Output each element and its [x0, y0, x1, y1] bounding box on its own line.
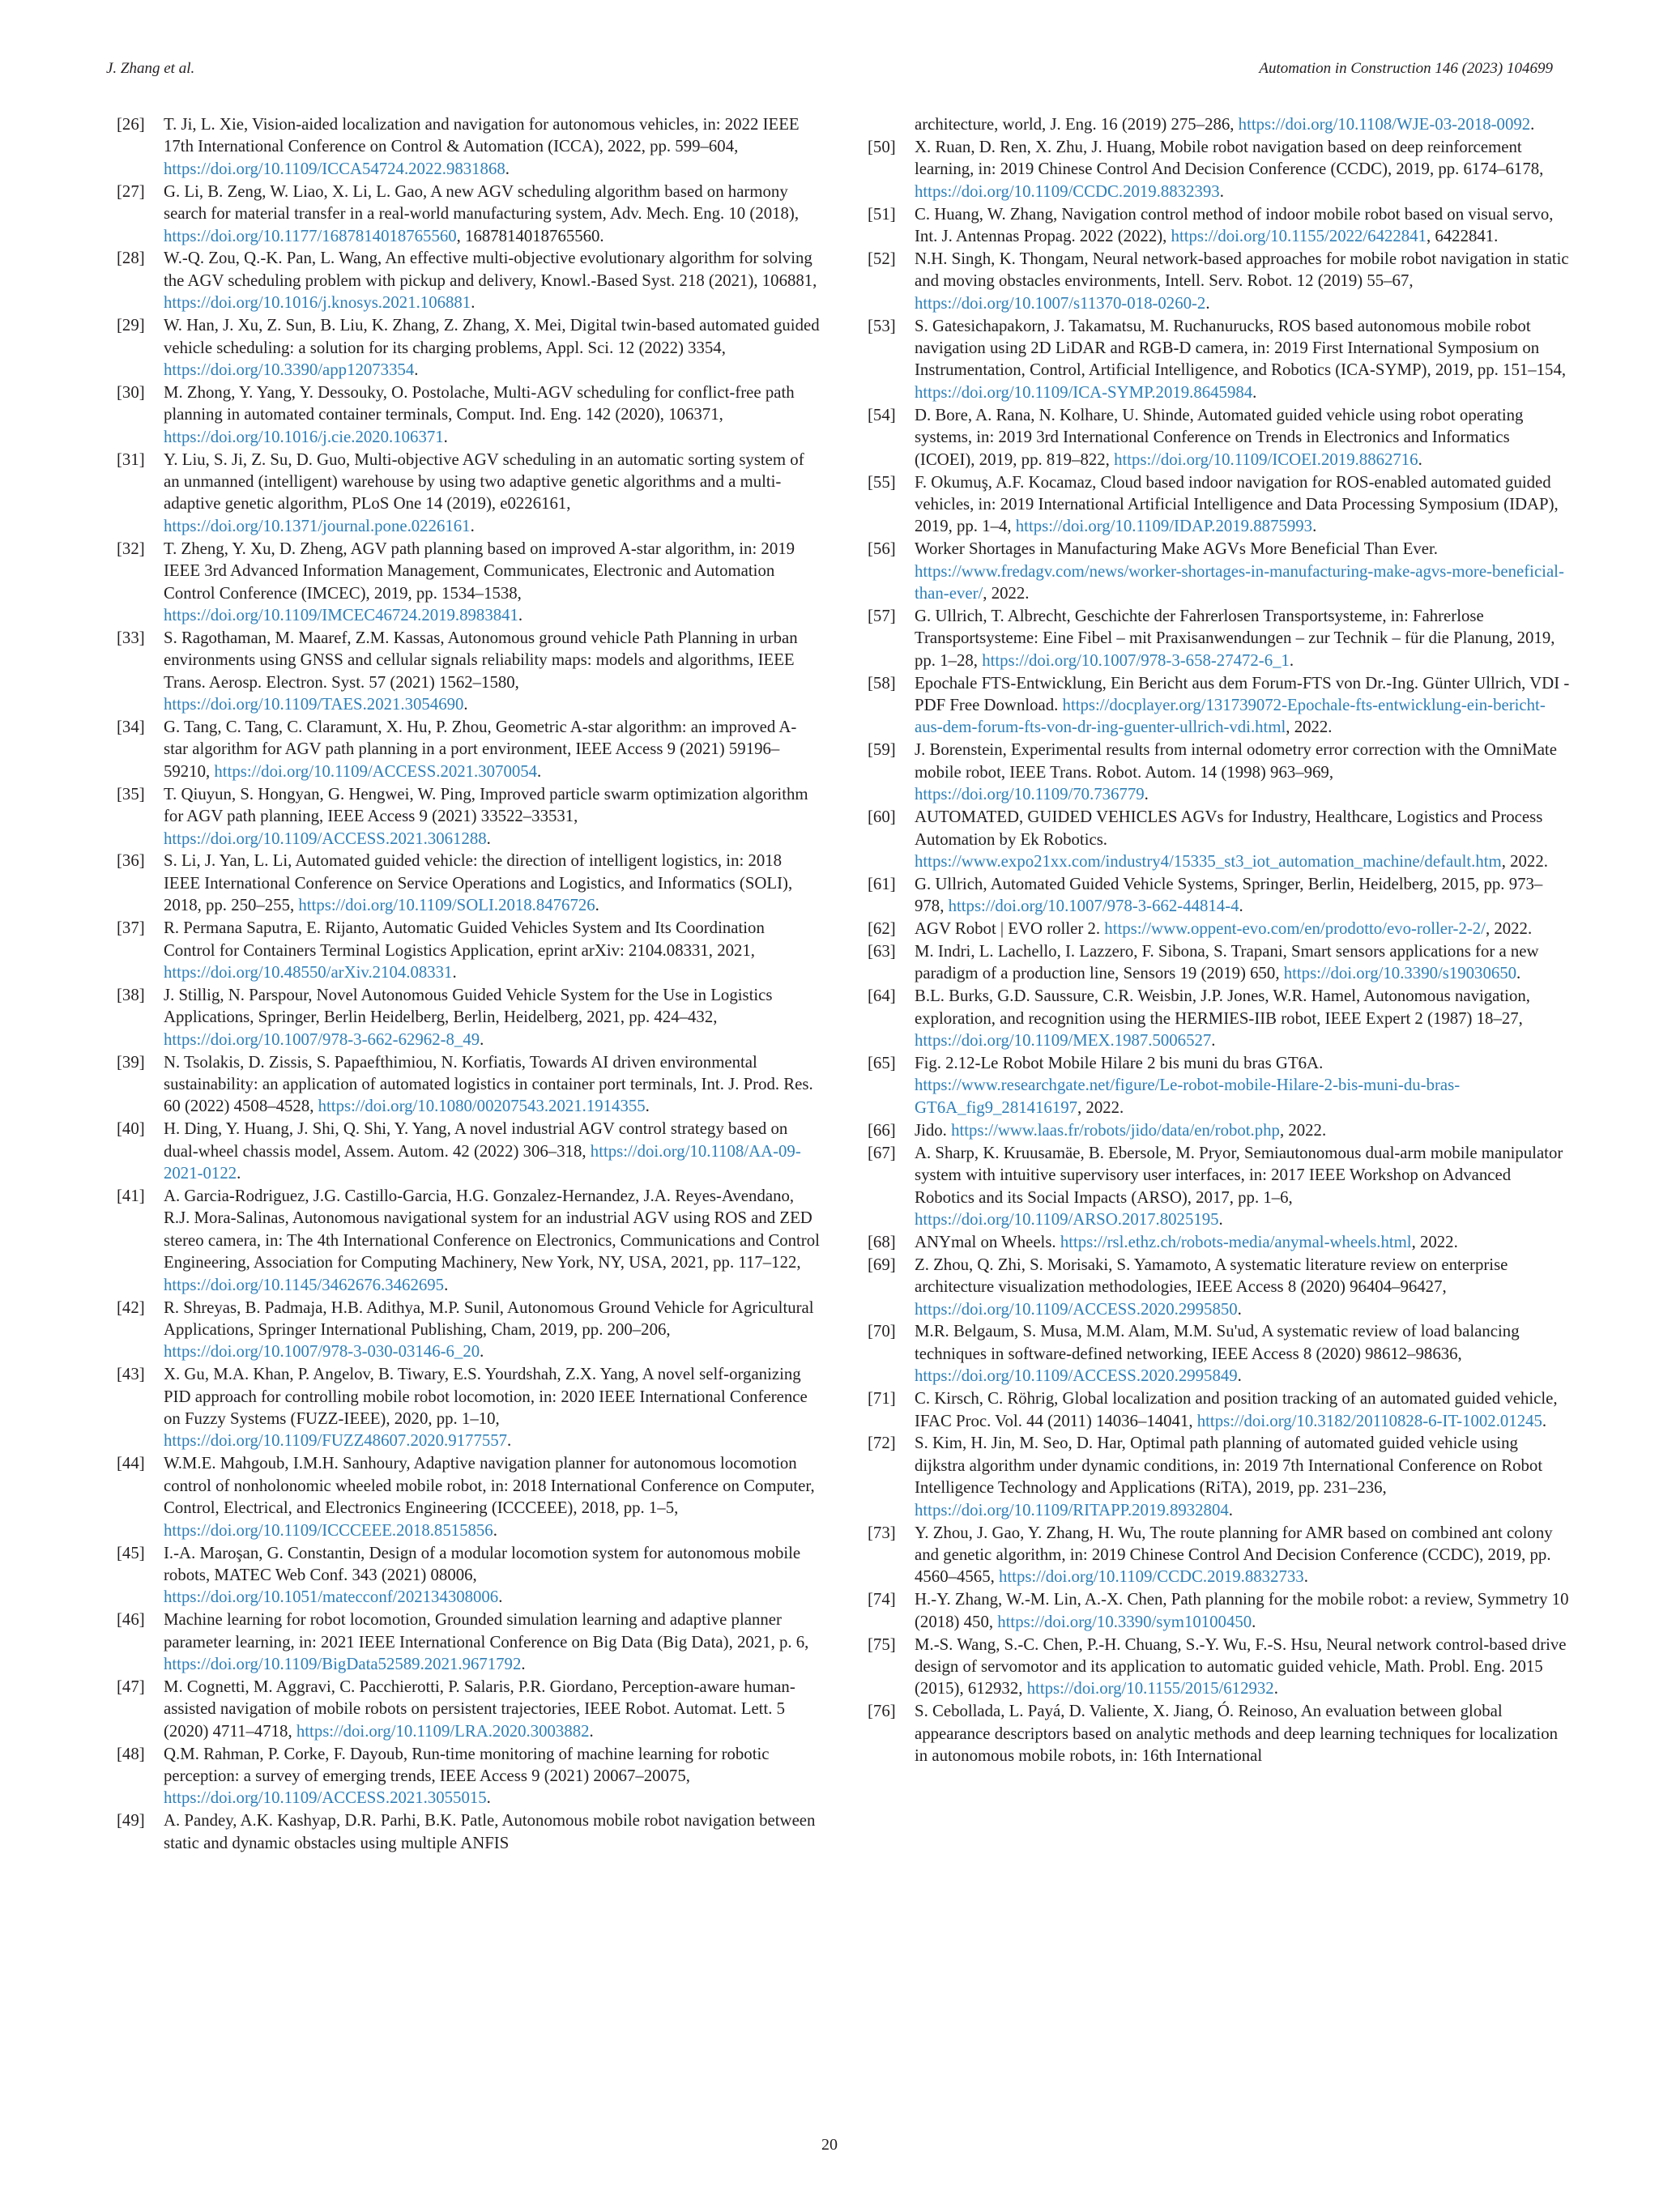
reference-tail: .: [1289, 650, 1294, 670]
reference-entry: [868, 873, 1571, 918]
reference-number: [75]: [868, 1634, 896, 1654]
reference-entry: [868, 1634, 1571, 1700]
reference-entry: [868, 1432, 1571, 1521]
reference-text: M.R. Belgaum, S. Musa, M.M. Alam, M.M. Su'ud, A systematic review of load balancing techniques in software-defined networking, IEEE Access 8 (2020) 98612–98636,: [915, 1322, 1520, 1363]
reference-doi-link[interactable]: https://doi.org/10.1109/IDAP.2019.8875993: [1015, 517, 1313, 536]
reference-text: B.L. Burks, G.D. Saussure, C.R. Weisbin, J.P. Jones, W.R. Hamel, Autonomous navigation, exploration, and recognition using the HERMIES-IIB robot, IEEE Expert 2 (1987) 18–27,: [915, 987, 1530, 1028]
reference-number: [48]: [117, 1744, 145, 1763]
reference-text: S. Cebollada, L. Payá, D. Valiente, X. Jiang, Ó. Reinoso, An evaluation between global appearance descriptors based on analytic methods and deep learning techniques for localization in autonomous mobile robots, in: 16th International: [915, 1702, 1559, 1766]
reference-doi-link[interactable]: https://doi.org/10.1155/2015/612932: [1026, 1679, 1274, 1698]
reference-text: F. Okumuş, A.F. Kocamaz, Cloud based indoor navigation for ROS-enabled automated guided vehicles, in: 2019 International Artificial Intelligence and Data Processing Symposium (IDAP), 2019, pp. 1–4,: [915, 472, 1559, 536]
reference-text: H. Ding, Y. Huang, J. Shi, Q. Shi, Y. Yang, A novel industrial AGV control strategy based on dual-wheel chassis model, Assem. Autom. 42 (2022) 306–318,: [164, 1119, 788, 1161]
reference-number: [63]: [868, 942, 896, 961]
reference-tail: .: [521, 1655, 526, 1674]
reference-doi-link[interactable]: https://www.oppent-evo.com/en/prodotto/evo-roller-2-2/: [1104, 919, 1486, 939]
reference-doi-link[interactable]: https://doi.org/10.1016/j.cie.2020.106371: [164, 427, 444, 446]
reference-doi-link[interactable]: https://doi.org/10.1177/1687814018765560: [164, 226, 457, 245]
reference-text: Y. Zhou, J. Gao, Y. Zhang, H. Wu, The route planning for AMR based on combined ant colony and genetic algorithm, in: 2019 Chinese Control And Decision Conference (CCDC), 2019, pp. 4560–4565,: [915, 1523, 1553, 1587]
reference-text: Jido.: [915, 1120, 952, 1140]
reference-number: [26]: [117, 115, 145, 134]
reference-doi-link[interactable]: https://doi.org/10.1109/TAES.2021.3054690: [164, 695, 464, 714]
reference-entry: [117, 783, 820, 850]
reference-doi-link[interactable]: https://doi.org/10.1109/MEX.1987.5006527: [915, 1031, 1212, 1051]
reference-doi-link[interactable]: https://doi.org/10.3182/20110828-6-IT-1002.01245: [1196, 1411, 1542, 1430]
reference-tail: , 2022.: [1279, 1120, 1327, 1140]
reference-tail: , 2022.: [983, 584, 1030, 603]
reference-entry: [117, 1051, 820, 1118]
reference-text: X. Gu, M.A. Khan, P. Angelov, B. Tiwary, E.S. Yourdshah, Z.X. Yang, A novel self-organizing PID approach for controlling mobile robot locomotion, in: 2020 IEEE International Conference on Fuzzy Systems (FUZZ-IEEE), 2020, pp. 1–10,: [164, 1365, 808, 1429]
reference-doi-link[interactable]: https://rsl.ethz.ch/robots-media/anymal-wheels.html: [1060, 1232, 1412, 1251]
running-header: [106, 60, 1553, 78]
reference-tail: .: [1144, 785, 1149, 804]
reference-doi-link[interactable]: https://www.laas.fr/robots/jido/data/en/robot.php: [951, 1120, 1280, 1140]
reference-entry: [868, 471, 1571, 538]
reference-entry: [868, 1522, 1571, 1588]
reference-text: A. Sharp, K. Kruusamäe, B. Ebersole, M. Pryor, Semiautonomous dual-arm mobile manipulator system with intuitive supervisory user interfaces, in: 2017 IEEE Workshop on Advanced Robotics and its Social Impacts (ARSO), 2017, pp. 1–6,: [915, 1143, 1563, 1207]
reference-tail: .: [480, 1029, 484, 1049]
reference-tail: , 2022.: [1286, 718, 1333, 737]
reference-doi-link[interactable]: https://doi.org/10.1109/ARSO.2017.8025195: [915, 1209, 1219, 1229]
reference-entry: [868, 404, 1571, 471]
reference-entry: [117, 181, 820, 247]
reference-doi-link[interactable]: https://doi.org/10.1016/j.knosys.2021.106881: [164, 293, 471, 313]
reference-entry: [117, 1297, 820, 1363]
reference-text: S. Gatesichapakorn, J. Takamatsu, M. Ruchanurucks, ROS based autonomous mobile robot navigation using 2D LiDAR and RGB-D camera, in: 2019 First International Symposium on Instrumentation, Control, Artificial Intelligence, and Robotics (ICA-SYMP), 2019, pp. 151–154,: [915, 316, 1567, 380]
reference-number: [49]: [117, 1811, 145, 1831]
reference-text: N.H. Singh, K. Thongam, Neural network-based approaches for mobile robot navigation in static and moving obstacles environments, Intell. Serv. Robot. 12 (2019) 55–67,: [915, 249, 1569, 291]
reference-text: Machine learning for robot locomotion, Grounded simulation learning and adaptive planner parameter learning, in: 2021 IEEE International Conference on Big Data (Big Data), 2021, p. 6,: [164, 1610, 809, 1652]
reference-tail: .: [1205, 293, 1210, 313]
reference-text: J. Borenstein, Experimental results from internal odometry error correction with the OmniMate mobile robot, IEEE Trans. Robot. Autom. 14 (1998) 963–969,: [915, 740, 1557, 782]
reference-tail: .: [1252, 382, 1257, 402]
reference-number: [59]: [868, 740, 896, 760]
reference-text: W.M.E. Mahgoub, I.M.H. Sanhoury, Adaptive navigation planner for autonomous locomotion control of nonholonomic wheeled mobile robot, in: 2018 International Conference on Computer, Control, Electrical, and Electronics Engineering (ICCCEEE), 2018, pp. 1–5,: [164, 1454, 815, 1518]
reference-doi-link[interactable]: https://doi.org/10.1007/978-3-662-44814-4: [948, 897, 1239, 916]
reference-doi-link[interactable]: https://www.researchgate.net/figure/Le-robot-mobile-Hilare-2-bis-muni-du-bras-GT6A_fig9_281416197: [915, 1076, 1461, 1117]
reference-doi-link[interactable]: https://doi.org/10.1109/ICCCEEE.2018.8515856: [164, 1520, 493, 1540]
reference-tail: .: [1252, 1612, 1256, 1631]
reference-doi-link[interactable]: https://doi.org/10.1108/AA-09-2021-0122: [164, 1141, 801, 1183]
reference-tail: , 1687814018765560.: [456, 226, 604, 245]
reference-number: [71]: [868, 1389, 896, 1409]
references-right-column: [868, 113, 1571, 1767]
reference-number: [41]: [117, 1187, 145, 1205]
reference-doi-link[interactable]: https://doi.org/10.1109/CCDC.2019.8832393: [915, 181, 1220, 201]
reference-text: AGV Robot | EVO roller 2.: [915, 919, 1105, 939]
reference-doi-link[interactable]: https://doi.org/10.1109/SOLI.2018.8476726: [298, 896, 595, 915]
reference-text: Epochale FTS-Entwicklung, Ein Bericht aus dem Forum-FTS von Dr.-Ing. Günter Ullrich, VDI - PDF Free Download.: [915, 673, 1570, 715]
reference-entry: [868, 315, 1571, 404]
reference-number: [47]: [117, 1677, 145, 1696]
reference-entry: [117, 1743, 820, 1809]
reference-text: architecture, world, J. Eng. 16 (2019) 275–286,: [915, 115, 1239, 134]
reference-doi-link[interactable]: https://doi.org/10.1109/ACCESS.2020.2995849: [915, 1366, 1238, 1386]
reference-tail: .: [471, 293, 476, 313]
reference-text: W. Han, J. Xu, Z. Sun, B. Liu, K. Zhang, Z. Zhang, X. Mei, Digital twin-based automated guided vehicle scheduling: a solution for its charging problems, Appl. Sci. 12 (2022) 3354,: [164, 316, 820, 357]
reference-number: [65]: [868, 1054, 896, 1073]
reference-tail: , 2022.: [1411, 1232, 1458, 1251]
reference-text: S. Kim, H. Jin, M. Seo, D. Har, Optimal path planning of automated guided vehicle using dijkstra algorithm under dynamic conditions, in: 2019 7th International Conference on Robot Intelligence Technology and Applications (RiTA), 2019, pp. 231–236,: [915, 1434, 1543, 1498]
reference-entry: [868, 1588, 1571, 1633]
reference-number: [32]: [117, 539, 145, 558]
reference-tail: .: [470, 516, 475, 535]
reference-text: D. Bore, A. Rana, N. Kolhare, U. Shinde, Automated guided vehicle using robot operating systems, in: 2019 3rd International Conference on Trends in Electronics and Informatics (ICOEI), 2019, pp. 819–822,: [915, 405, 1524, 469]
reference-tail: .: [486, 829, 491, 848]
reference-entry: [117, 381, 820, 448]
reference-entry: [117, 850, 820, 916]
reference-entry: [868, 203, 1571, 248]
reference-doi-link[interactable]: https://doi.org/10.1109/RITAPP.2019.8932804: [915, 1500, 1229, 1519]
reference-number: [62]: [868, 919, 896, 939]
reference-doi-link[interactable]: https://doi.org/10.1109/70.736779: [915, 785, 1145, 804]
reference-number: [58]: [868, 673, 896, 693]
reference-entry: [117, 1809, 820, 1854]
reference-tail: .: [1530, 115, 1535, 134]
reference-number: [50]: [868, 137, 896, 156]
reference-entry: [868, 1320, 1571, 1387]
reference-entry: [117, 1118, 820, 1184]
reference-doi-link[interactable]: https://doi.org/10.48550/arXiv.2104.08331: [164, 962, 453, 982]
reference-doi-link[interactable]: https://doi.org/10.1109/LRA.2020.3003882: [296, 1721, 590, 1741]
reference-doi-link[interactable]: https://www.fredagv.com/news/worker-shortages-in-manufacturing-make-agvs-more-beneficial-than-ever/: [915, 561, 1564, 603]
reference-number: [61]: [868, 874, 896, 893]
reference-number: [70]: [868, 1322, 896, 1341]
reference-entry: [117, 1185, 820, 1296]
reference-number: [35]: [117, 784, 145, 803]
reference-number: [66]: [868, 1120, 896, 1140]
reference-doi-link[interactable]: https://doi.org/10.1109/ICOEI.2019.8862716: [1114, 450, 1418, 469]
reference-text: AUTOMATED, GUIDED VEHICLES AGVs for Industry, Healthcare, Logistics and Process Automation by Ek Robotics.: [915, 808, 1543, 849]
reference-doi-link[interactable]: https://doi.org/10.1007/978-3-662-62962-8_49: [164, 1029, 480, 1049]
reference-tail: .: [480, 1342, 484, 1362]
reference-doi-link[interactable]: https://doi.org/10.1109/ACCESS.2021.3061288: [164, 829, 487, 848]
reference-entry: [117, 1452, 820, 1541]
reference-doi-link[interactable]: https://doi.org/10.1109/FUZZ48607.2020.9177557: [164, 1431, 508, 1451]
reference-doi-link[interactable]: https://www.expo21xx.com/industry4/15335_st3_iot_automation_machine/default.htm: [915, 851, 1502, 871]
reference-text: W.-Q. Zou, Q.-K. Pan, L. Wang, An effective multi-objective evolutionary algorithm for solving the AGV scheduling problem with pickup and delivery, Knowl.-Based Syst. 218 (2021), 106881,: [164, 249, 817, 290]
reference-doi-link[interactable]: https://doi.org/10.1109/IMCEC46724.2019.8983841: [164, 605, 518, 624]
reference-tail: , 6422841.: [1426, 227, 1499, 246]
reference-doi-link[interactable]: https://doi.org/10.1051/matecconf/202134308006: [164, 1588, 499, 1607]
reference-text: M. Zhong, Y. Yang, Y. Dessouky, O. Postolache, Multi-AGV scheduling for conflict-free path planning in automated container terminals, Comput. Ind. Eng. 142 (2020), 106371,: [164, 382, 795, 424]
reference-doi-link[interactable]: https://doi.org/10.1155/2022/6422841: [1171, 227, 1427, 246]
reference-text: ANYmal on Wheels.: [915, 1232, 1060, 1251]
reference-text: S. Li, J. Yan, L. Li, Automated guided vehicle: the direction of intelligent logistics, in: 2018 IEEE International Conference on Service Operations and Logistics, and Informatics (SOLI), 2018, pp. 250–255,: [164, 851, 793, 915]
reference-doi-link[interactable]: https://doi.org/10.1108/WJE-03-2018-0092: [1238, 115, 1531, 134]
reference-number: [28]: [117, 249, 145, 268]
reference-text: C. Kirsch, C. Röhrig, Global localization and position tracking of an automated guided vehicle, IFAC Proc. Vol. 44 (2011) 14036–14041,: [915, 1389, 1558, 1430]
reference-doi-link[interactable]: https://doi.org/10.3390/sym10100450: [997, 1612, 1252, 1631]
reference-number: [45]: [117, 1543, 145, 1562]
reference-entry: [868, 806, 1571, 872]
reference-tail: .: [493, 1520, 497, 1540]
reference-tail: .: [237, 1164, 241, 1183]
reference-text: G. Tang, C. Tang, C. Claramunt, X. Hu, P. Zhou, Geometric A-star algorithm: an improved A-star algorithm for AGV path planning in a port environment, IEEE Access 9 (2021) 59196–59210,: [164, 717, 797, 781]
reference-text: X. Ruan, D. Ren, X. Zhu, J. Huang, Mobile robot navigation based on deep reinforcement learning, in: 2019 Chinese Control And Decision Conference (CCDC), 2019, pp. 6174–6178,: [915, 137, 1544, 179]
reference-entry: [117, 538, 820, 627]
reference-tail: , 2022.: [1485, 919, 1533, 939]
reference-text: Fig. 2.12-Le Robot Mobile Hilare 2 bis muni du bras GT6A.: [915, 1054, 1324, 1073]
reference-text: M. Indri, L. Lachello, I. Lazzero, F. Sibona, S. Trapani, Smart sensors applications for a new paradigm of a production line, Sensors 19 (2019) 650,: [915, 942, 1539, 983]
reference-tail: .: [444, 1275, 449, 1294]
reference-doi-link[interactable]: https://doi.org/10.1109/ACCESS.2020.2995850: [915, 1299, 1238, 1319]
reference-number: [51]: [868, 204, 896, 224]
reference-doi-link[interactable]: https://doi.org/10.1109/BigData52589.2021.9671792: [164, 1655, 522, 1674]
reference-doi-link[interactable]: https://doi.org/10.1007/978-3-030-03146-6_20: [164, 1342, 480, 1362]
reference-text: Z. Zhou, Q. Zhi, S. Morisaki, S. Yamamoto, A systematic literature review on enterprise architecture visualization methodologies, IEEE Access 8 (2020) 96404–96427,: [915, 1255, 1508, 1297]
reference-text: S. Ragothaman, M. Maaref, Z.M. Kassas, Autonomous ground vehicle Path Planning in urban environments using GNSS and cellular signals reliability maps: models and algorithms, IEEE Trans. Aerosp. Electron. Syst. 57 (2021) 1562–1580,: [164, 628, 798, 692]
reference-number: [31]: [117, 450, 145, 469]
reference-number: [68]: [868, 1232, 896, 1251]
reference-entry: [868, 672, 1571, 739]
reference-entry: [868, 248, 1571, 314]
reference-entry: [868, 1700, 1571, 1767]
reference-text: Worker Shortages in Manufacturing Make AGVs More Beneficial Than Ever.: [915, 539, 1438, 559]
reference-number: [46]: [117, 1610, 145, 1630]
reference-number: [33]: [117, 628, 145, 647]
reference-tail: .: [1228, 1500, 1233, 1519]
reference-entry: [868, 739, 1571, 805]
reference-entry: [868, 136, 1571, 202]
reference-tail: .: [1516, 964, 1521, 983]
reference-tail: .: [498, 1588, 503, 1607]
reference-text: C. Huang, W. Zhang, Navigation control method of indoor mobile robot based on visual servo, Int. J. Antennas Propag. 2022 (2022),: [915, 204, 1554, 246]
reference-doi-link[interactable]: https://doi.org/10.1109/CCDC.2019.8832733: [998, 1567, 1304, 1587]
reference-text: T. Ji, L. Xie, Vision-aided localization and navigation for autonomous vehicles, in: 2022 IEEE 17th International Conference on Control & Automation (ICCA), 2022, pp. 599–604,: [164, 115, 800, 156]
reference-entry: [868, 918, 1571, 940]
reference-tail: .: [1237, 1366, 1242, 1386]
reference-entry: [117, 1542, 820, 1609]
reference-tail: .: [505, 159, 510, 178]
reference-text: Y. Liu, S. Ji, Z. Su, D. Guo, Multi-objective AGV scheduling in an automatic sorting system of an unmanned (intelligent) warehouse by using two adaptive genetic algorithms and a multi-adaptive genetic algorithm, PLoS One 14 (2019), e0226161,: [164, 450, 804, 514]
reference-tail: .: [1239, 897, 1243, 916]
references-left-column: [117, 113, 820, 1855]
reference-entry: [117, 449, 820, 538]
reference-tail: .: [1218, 1209, 1223, 1229]
reference-doi-link[interactable]: https://doi.org/10.1109/ACCESS.2021.3055015: [164, 1788, 487, 1808]
reference-doi-link[interactable]: https://doi.org/10.1109/ACCESS.2021.3070054: [214, 761, 538, 781]
reference-number: [56]: [868, 539, 896, 559]
reference-tail: .: [507, 1431, 512, 1451]
reference-tail: .: [595, 896, 599, 915]
reference-doi-link[interactable]: https://doi.org/10.1371/journal.pone.0226161: [164, 516, 471, 535]
reference-number: [42]: [117, 1298, 145, 1317]
reference-number: [37]: [117, 918, 145, 938]
reference-text: R. Permana Saputra, E. Rijanto, Automatic Guided Vehicles System and Its Coordination Control for Containers Terminal Logistics Application, eprint arXiv: 2104.08331, 2021,: [164, 918, 765, 960]
reference-tail: .: [1303, 1567, 1308, 1587]
reference-number: [39]: [117, 1052, 145, 1072]
reference-number: [34]: [117, 717, 145, 736]
reference-tail: .: [443, 427, 448, 446]
reference-text: A. Garcia-Rodriguez, J.G. Castillo-Garcia, H.G. Gonzalez-Hernandez, J.A. Reyes-Avendano, R.J. Mora-Salinas, Autonomous navigational system for an industrial AGV using ROS and ZED stereo camera, in: The 4th International Conference on Electronics, Communications and Control Engineering, Association for Computing Machinery, New York, NY, USA, 2021, pp. 117–122,: [164, 1187, 820, 1272]
reference-number: [44]: [117, 1454, 145, 1473]
reference-number: [76]: [868, 1702, 896, 1721]
reference-text: T. Qiuyun, S. Hongyan, G. Hengwei, W. Ping, Improved particle swarm optimization algorithm for AGV path planning, IEEE Access 9 (2021) 33522–33531,: [164, 784, 808, 826]
reference-entry: [868, 1387, 1571, 1432]
reference-entry: [868, 1119, 1571, 1141]
reference-number: [64]: [868, 987, 896, 1006]
reference-text: T. Zheng, Y. Xu, D. Zheng, AGV path planning based on improved A-star algorithm, in: 2019 IEEE 3rd Advanced Information Management, Communicates, Electronic and Automation Control Conference (IMCEC), 2019, pp. 1534–1538,: [164, 539, 795, 603]
reference-text: H.-Y. Zhang, W.-M. Lin, A.-X. Chen, Path planning for the mobile robot: a review, Symmetry 10 (2018) 450,: [915, 1590, 1569, 1631]
reference-entry: [117, 1609, 820, 1675]
reference-entry: [868, 940, 1571, 985]
header-authors: J. Zhang et al.: [106, 60, 195, 77]
reference-text: M. Cognetti, M. Aggravi, C. Pacchierotti, P. Salaris, P.R. Giordano, Perception-aware human-assisted navigation of mobile robots on persistent trajectories, IEEE Robot. Automat. Lett. 5 (2020) 4711–4718,: [164, 1677, 795, 1741]
reference-doi-link[interactable]: https://doi.org/10.1080/00207543.2021.1914355: [318, 1097, 646, 1116]
page-number: 20: [821, 2136, 838, 2154]
reference-tail: .: [414, 360, 419, 379]
reference-tail: .: [1211, 1031, 1216, 1051]
reference-number: [54]: [868, 405, 896, 424]
reference-text: G. Ullrich, Automated Guided Vehicle Systems, Springer, Berlin, Heidelberg, 2015, pp. 973–978,: [915, 874, 1543, 916]
reference-text: M.-S. Wang, S.-C. Chen, P.-H. Chuang, S.-Y. Wu, F.-S. Hsu, Neural network control-based drive design of servomotor and its application to automatic guided vehicle, Math. Probl. Eng. 2015 (2015), 612932,: [915, 1634, 1567, 1698]
reference-tail: .: [589, 1721, 594, 1741]
reference-tail: .: [486, 1788, 491, 1808]
reference-entry: [868, 1254, 1571, 1320]
reference-text: Q.M. Rahman, P. Corke, F. Dayoub, Run-time monitoring of machine learning for robotic perception: a survey of emerging trends, IEEE Access 9 (2021) 20067–20075,: [164, 1744, 770, 1786]
reference-entry: [117, 627, 820, 716]
reference-tail: .: [1542, 1411, 1547, 1430]
reference-number: [29]: [117, 316, 145, 335]
reference-tail: .: [1273, 1679, 1278, 1698]
reference-number: [57]: [868, 606, 896, 625]
reference-entry: [868, 605, 1571, 671]
reference-text: J. Stillig, N. Parspour, Novel Autonomous Guided Vehicle System for the Use in Logistics Applications, Springer, Berlin Heidelberg, Berlin, Heidelberg, 2021, pp. 424–432,: [164, 985, 773, 1027]
reference-number: [55]: [868, 472, 896, 492]
reference-entry: [868, 985, 1571, 1051]
reference-doi-link[interactable]: https://doi.org/10.3390/s19030650: [1283, 964, 1517, 983]
reference-number: [53]: [868, 316, 896, 335]
reference-number: [73]: [868, 1523, 896, 1542]
reference-doi-link[interactable]: https://doi.org/10.1145/3462676.3462695: [164, 1275, 445, 1294]
reference-entry: [868, 1052, 1571, 1119]
reference-number: [30]: [117, 382, 145, 402]
reference-number: [67]: [868, 1143, 896, 1162]
reference-entry: [868, 538, 1571, 604]
reference-entry: [117, 984, 820, 1051]
reference-number: [69]: [868, 1255, 896, 1274]
reference-number: [43]: [117, 1365, 145, 1384]
reference-text: G. Li, B. Zeng, W. Liao, X. Li, L. Gao, A new AGV scheduling algorithm based on harmony search for material transfer in a real-world manufacturing system, Adv. Mech. Eng. 10 (2018),: [164, 181, 800, 224]
reference-tail: .: [1418, 450, 1422, 469]
reference-number: [36]: [117, 851, 145, 871]
reference-tail: .: [645, 1097, 650, 1116]
reference-text: N. Tsolakis, D. Zissis, S. Papaefthimiou, N. Korfiatis, Towards AI driven environmental sustainability: an application of automated logistics in container port terminals, Int. J. Prod. Res. 60 (2022) 4508–4528,: [164, 1052, 813, 1116]
reference-tail: .: [537, 761, 542, 781]
reference-entry: [868, 1231, 1571, 1253]
reference-tail: .: [1312, 517, 1317, 536]
reference-number: [72]: [868, 1434, 896, 1453]
reference-tail: .: [1219, 181, 1224, 201]
reference-text: A. Pandey, A.K. Kashyap, D.R. Parhi, B.K. Patle, Autonomous mobile robot navigation between static and dynamic obstacles using multiple ANFIS: [164, 1811, 816, 1852]
reference-tail: , 2022.: [1501, 851, 1548, 871]
reference-doi-link[interactable]: https://doi.org/10.3390/app12073354: [164, 360, 415, 379]
reference-number: [40]: [117, 1119, 145, 1139]
reference-tail: .: [1237, 1299, 1242, 1319]
reference-number: [60]: [868, 808, 896, 827]
reference-text: I.-A. Maroşan, G. Constantin, Design of a modular locomotion system for autonomous mobile robots, MATEC Web Conf. 343 (2021) 08006,: [164, 1543, 801, 1584]
reference-doi-link[interactable]: https://doi.org/10.1109/ICCA54724.2022.9831868: [164, 159, 505, 178]
reference-number: [52]: [868, 249, 896, 268]
reference-text: R. Shreyas, B. Padmaja, H.B. Adithya, M.P. Sunil, Autonomous Ground Vehicle for Agricultural Applications, Springer International Publishing, Cham, 2019, pp. 200–206,: [164, 1298, 814, 1339]
reference-entry: [117, 113, 820, 180]
reference-tail: .: [518, 605, 523, 624]
reference-entry: [117, 1363, 820, 1452]
reference-entry: [117, 247, 820, 313]
reference-tail: .: [463, 695, 468, 714]
reference-entry: [117, 917, 820, 983]
header-journal: Automation in Construction 146 (2023) 104699: [1259, 60, 1553, 77]
reference-entry: [868, 1142, 1571, 1231]
reference-tail: .: [452, 962, 457, 982]
reference-number: [38]: [117, 985, 145, 1004]
reference-tail: , 2022.: [1077, 1097, 1124, 1117]
reference-doi-link[interactable]: https://doi.org/10.1007/978-3-658-27472-6_1: [982, 650, 1290, 670]
reference-doi-link[interactable]: https://doi.org/10.1109/ICA-SYMP.2019.8645984: [915, 382, 1253, 402]
reference-entry: [117, 314, 820, 381]
reference-doi-link[interactable]: https://doi.org/10.1007/s11370-018-0260-2: [915, 293, 1206, 313]
reference-doi-link[interactable]: https://docplayer.org/131739072-Epochale-fts-entwicklung-ein-bericht-aus-dem-forum-fts-von-dr-ing-guenter-ullrich-vdi.html: [915, 696, 1546, 737]
reference-text: G. Ullrich, T. Albrecht, Geschichte der Fahrerlosen Transportsysteme, in: Fahrerlose Transportsysteme: Eine Fibel – mit Praxisanwendungen – zur Technik – für die Planung, 2019, pp. 1–28,: [915, 606, 1555, 670]
reference-entry: [117, 1676, 820, 1742]
reference-entry: [117, 716, 820, 782]
reference-number: [74]: [868, 1590, 896, 1609]
reference-entry: [868, 113, 1571, 135]
reference-number: [27]: [117, 181, 145, 201]
